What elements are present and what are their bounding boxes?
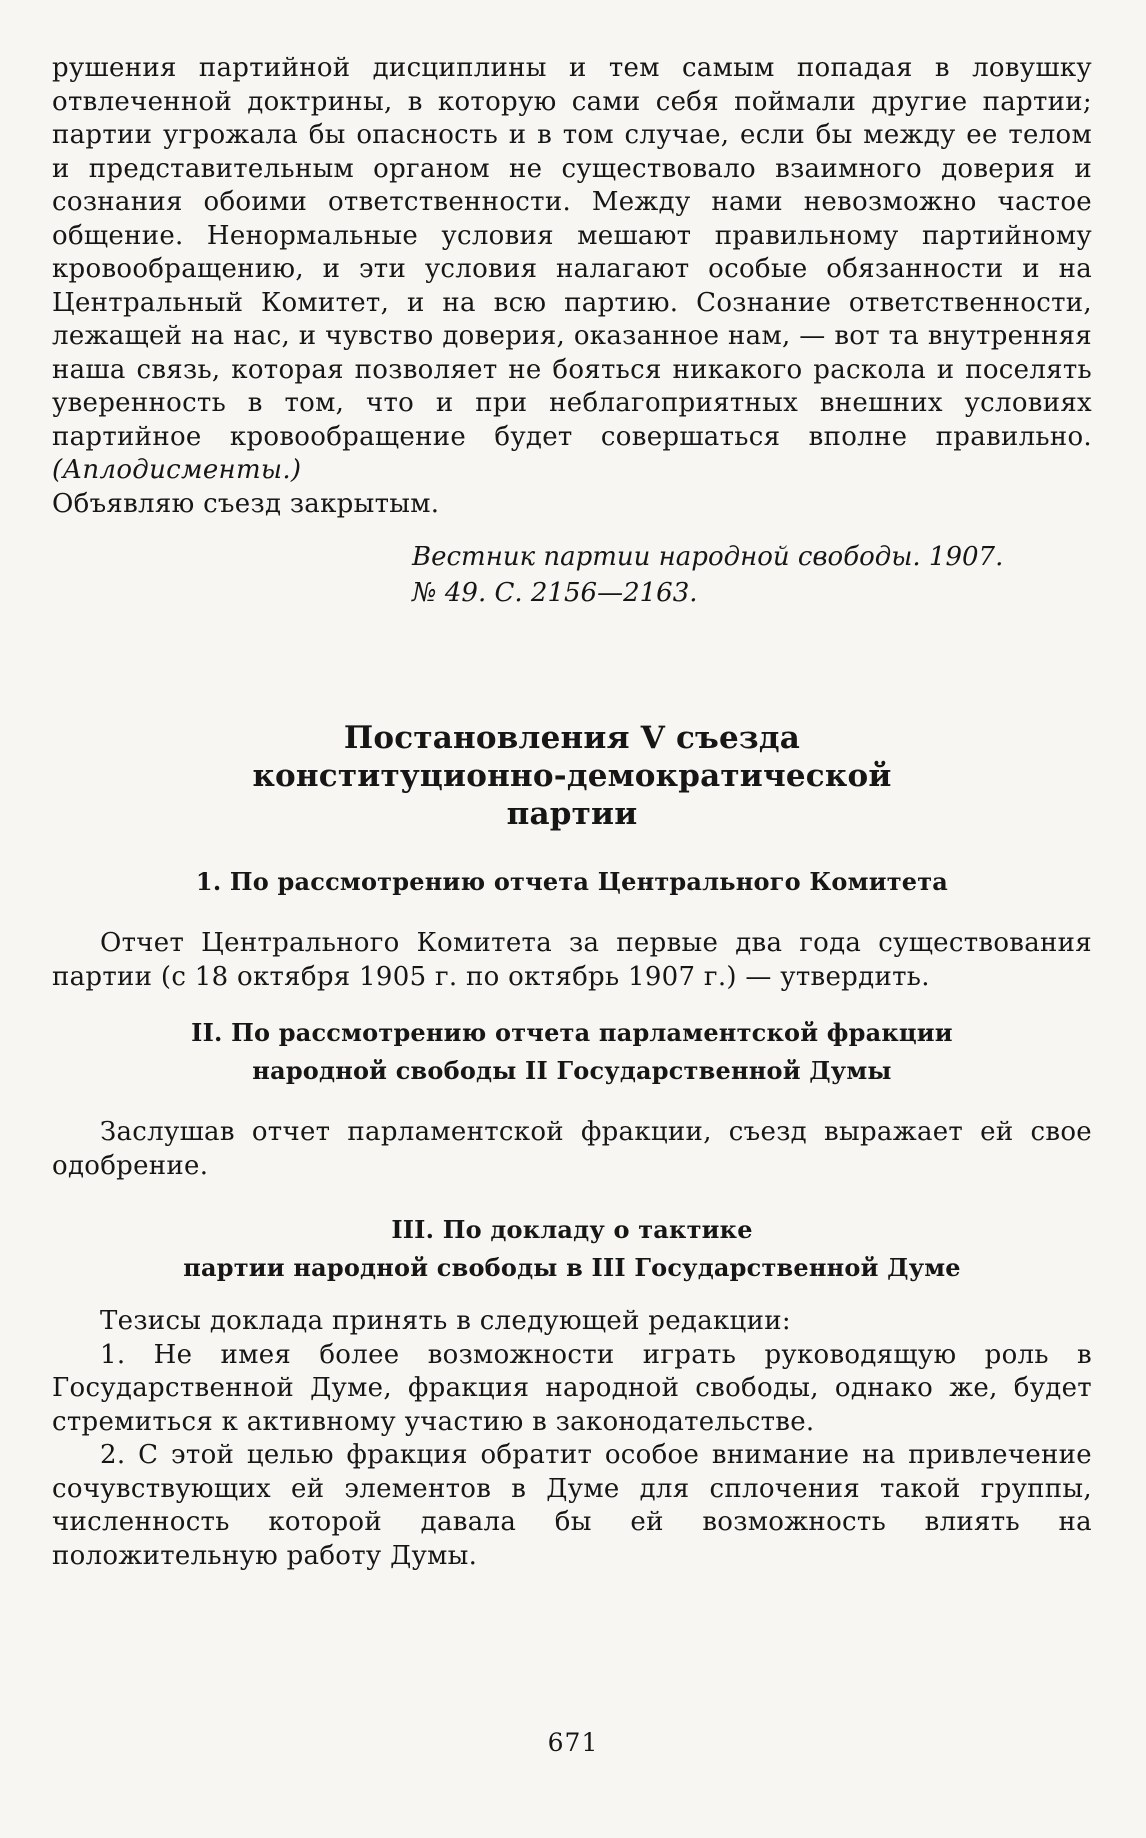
intro-paragraph: [52, 52, 1092, 488]
section-1-title: 1. По рассмотрению отчета Центрального Комитета: [195, 867, 949, 896]
source-citation: [412, 539, 1092, 611]
source-line-2: № 49. С. 2156—2163.: [412, 578, 698, 608]
main-title-line-1: Постановления V съезда: [343, 720, 801, 756]
main-title-line-2: конституционно-демократической: [252, 758, 892, 794]
applause-note: (Аплодисменты.): [52, 455, 302, 485]
intro-text: рушения партийной дисциплины и тем самым попадая в ловушку отвлеченной доктрины, в которую сами себя поймали другие партии; партии угрожала бы опасность и в том случае, если бы между ее телом и представительным органом не существовало взаимного доверия и сознания обоими ответственности. Между нами невозможно частое общение. Ненормальные условия мешают правильному партийному кровообращению, и эти условия налагают особые обязанности и на Центральный Комитет, и на всю партию. Сознание ответственности, лежащей на нас, и чувство доверия, оказанное нам, — вот та внутренняя наша связь, которая позволяет не бояться никакого раскола и поселять уверенность в том, что и при неблагоприятных внешних условиях партийное кровообращение будет совершаться вполне правильно.: [52, 53, 1092, 452]
section-2-text: Заслушав отчет парламентской фракции, съезд выражает ей свое одобрение.: [52, 1117, 1092, 1181]
source-line-1: Вестник партии народной свободы. 1907.: [412, 542, 1004, 572]
thesis-1: 1. Не имея более возможности играть руководящую роль в Государственной Думе, фракция народной свободы, однако же, будет стремиться к активному участию в законодательстве.: [52, 1339, 1092, 1437]
section-3-title-line-2: партии народной свободы в III Государственной Думе: [183, 1253, 961, 1282]
main-title-line-3: партии: [506, 796, 638, 832]
thesis-2: 2. С этой целью фракция обратит особое внимание на привлечение сочувствующих ей элементов в Думе для сплочения такой группы, численность которой давала бы ей возможность влиять на положительную работу Думы.: [52, 1440, 1092, 1571]
page-number: 671: [547, 1728, 599, 1757]
section-3-title-line-1: III. По докладу о тактике: [391, 1215, 753, 1244]
closing-line: Объявляю съезд закрытым.: [52, 488, 440, 519]
page-content: [52, 52, 1092, 1573]
section-2-title-line-2: народной свободы II Государственной Думы: [252, 1056, 892, 1085]
main-title: [52, 719, 1092, 833]
section-2-title-line-1: II. По рассмотрению отчета парламентской фракции: [191, 1018, 953, 1047]
section-3-intro: Тезисы доклада принять в следующей редакции:: [100, 1306, 791, 1336]
section-3-title: [52, 1211, 1092, 1287]
section-1-text: Отчет Центрального Комитета за первые два года существования партии (с 18 октября 1905 г. по октябрь 1907 г.) — утвердить.: [52, 928, 1092, 992]
section-2-title: [52, 1014, 1092, 1090]
